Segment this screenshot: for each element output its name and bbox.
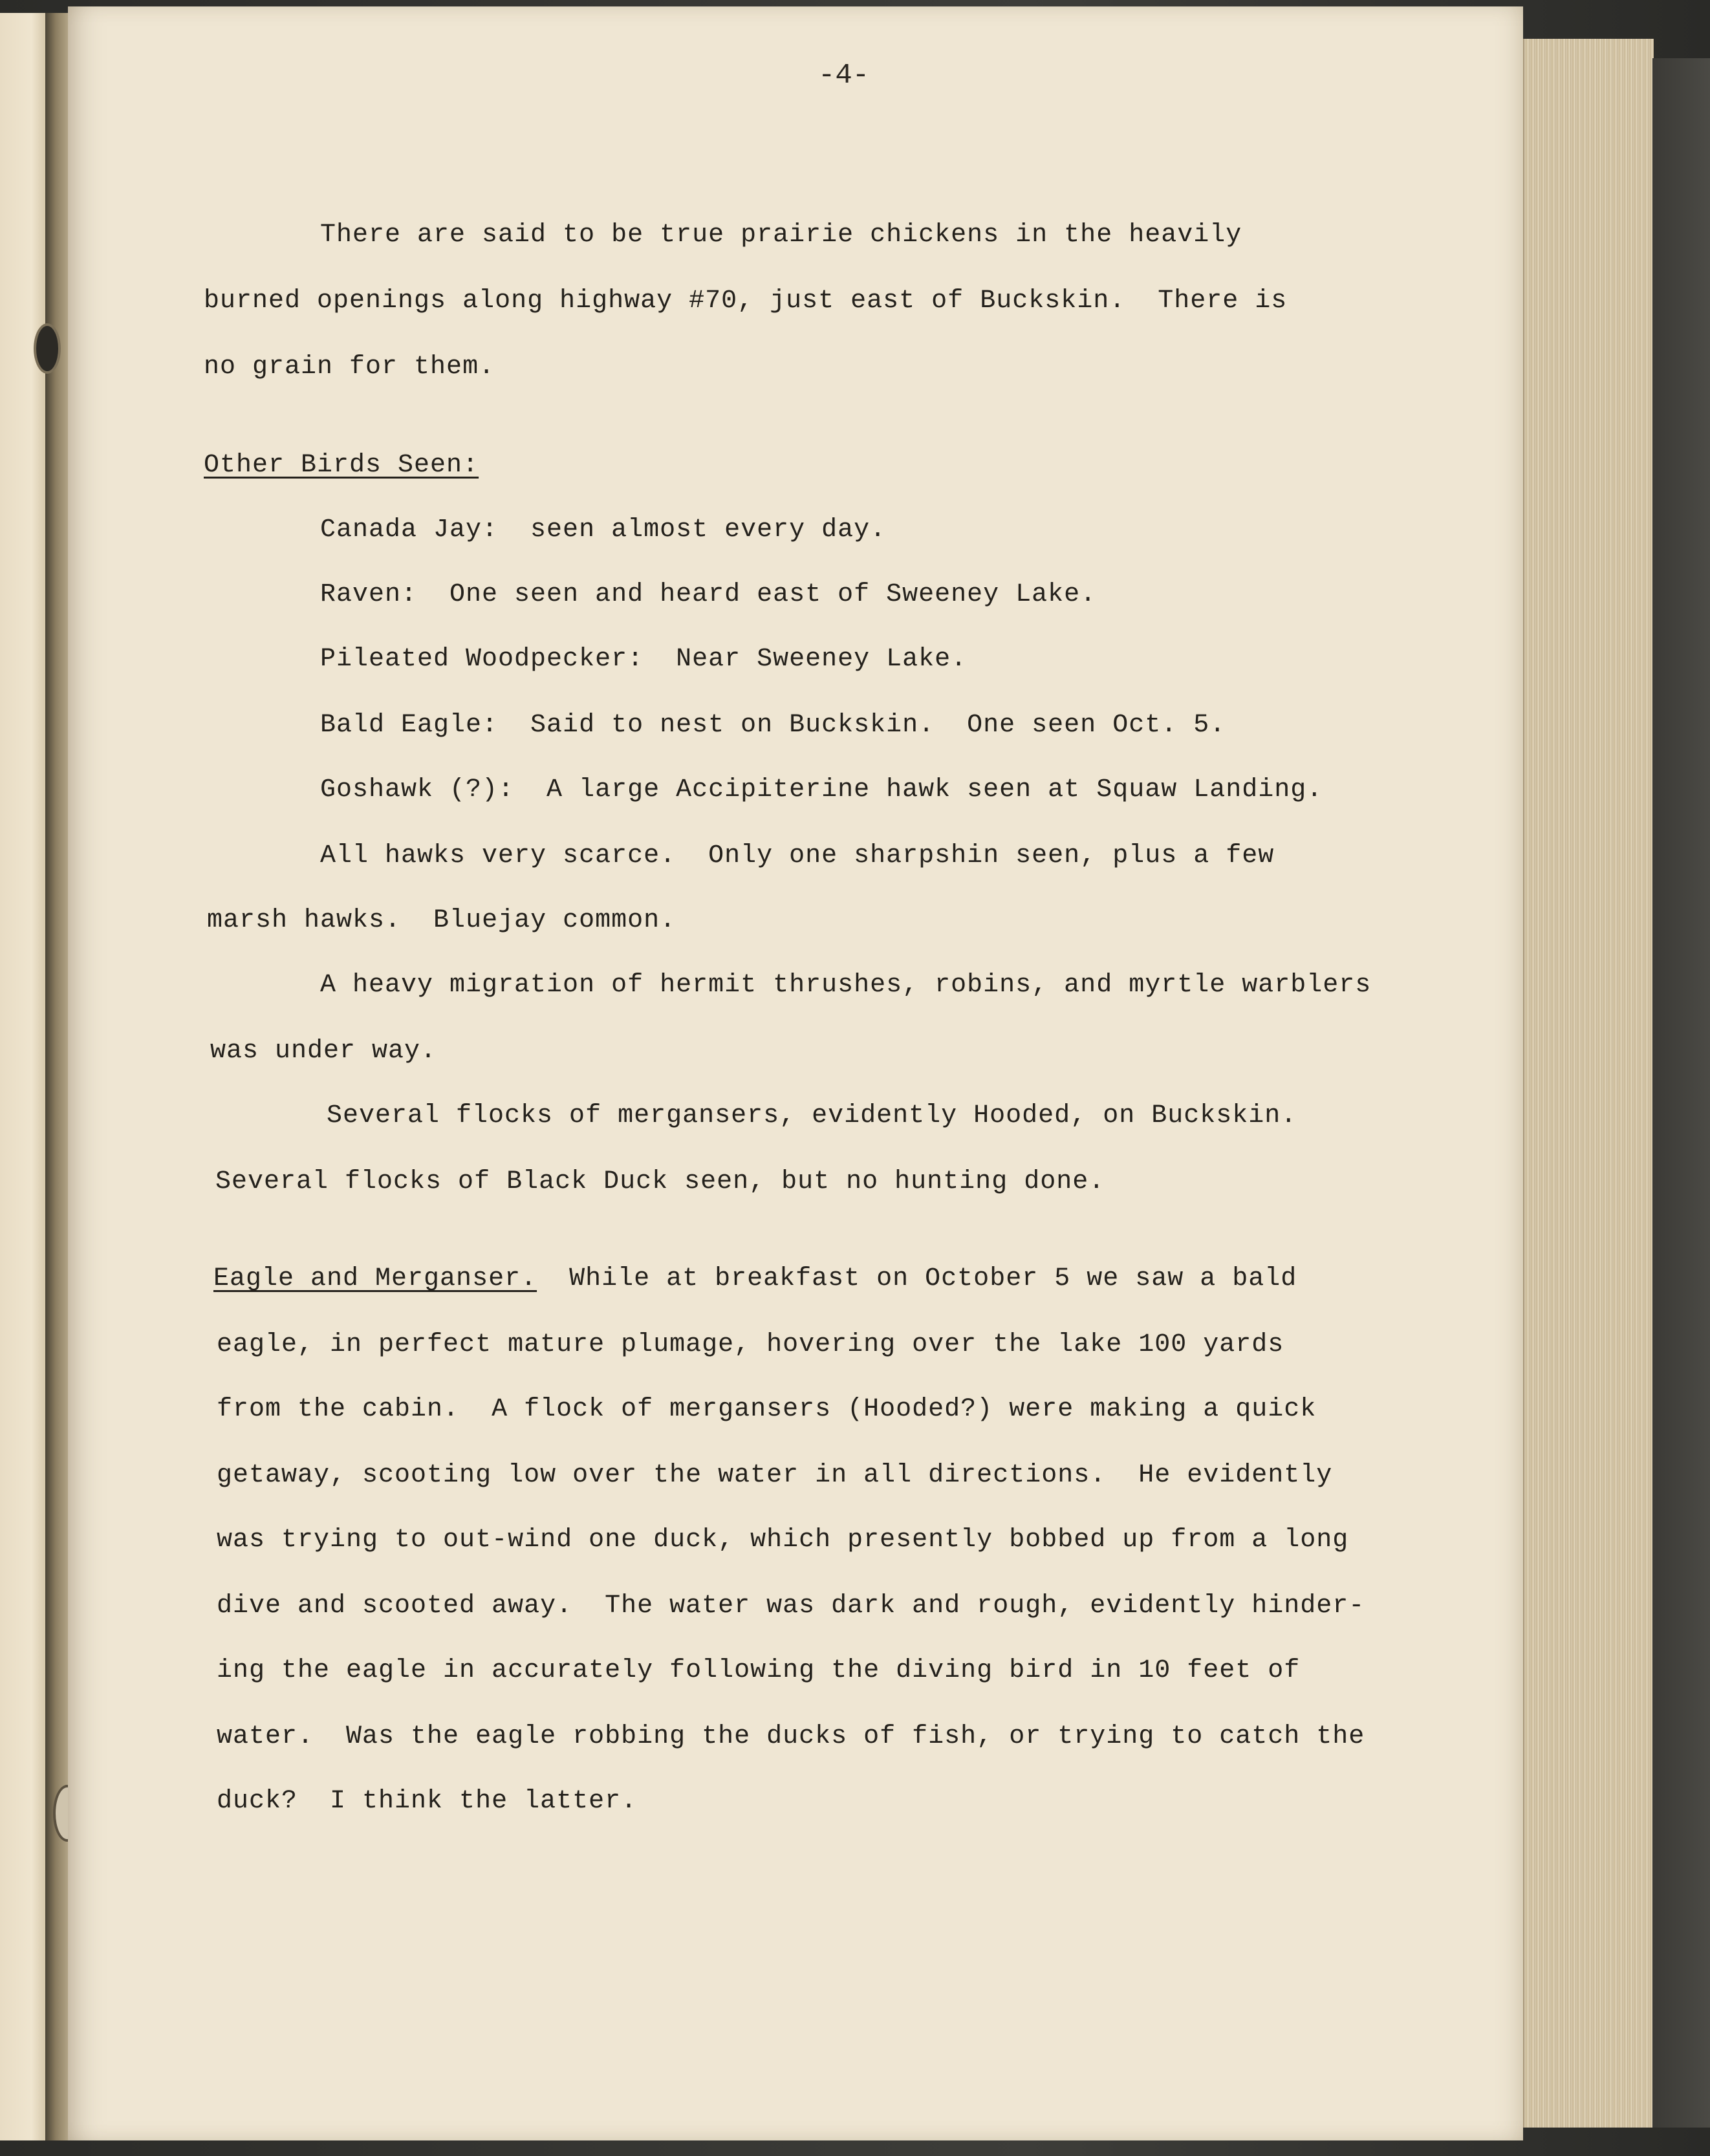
- other-birds-heading: Other Birds Seen:: [204, 451, 479, 480]
- back-cover-board: [1652, 58, 1710, 2128]
- eagle-paragraph-line-5: was trying to out-wind one duck, which presently bobbed up from a long: [217, 1525, 1349, 1555]
- black-duck-line: Several flocks of Black Duck seen, but no hunting done.: [215, 1167, 1105, 1196]
- goshawk-line: Goshawk (?): A large Accipiterine hawk seen at Squaw Landing.: [320, 775, 1323, 804]
- eagle-paragraph-line-6: dive and scooted away. The water was dark and rough, evidently hinder-: [217, 1591, 1365, 1621]
- migration-line-1: A heavy migration of hermit thrushes, robins, and myrtle warblers: [320, 971, 1372, 1000]
- mergansers-line: Several flocks of mergansers, evidently Hooded, on Buckskin.: [327, 1101, 1297, 1130]
- eagle-paragraph-line-7: ing the eagle in accurately following the diving bird in 10 feet of: [217, 1656, 1301, 1685]
- prairie-line-2: burned openings along highway #70, just east of Buckskin. There is: [204, 286, 1288, 316]
- hawks-line-1: All hawks very scarce. Only one sharpshin seen, plus a few: [320, 841, 1275, 870]
- migration-line-2: was under way.: [210, 1037, 437, 1066]
- eagle-paragraph-line-3: from the cabin. A flock of mergansers (Hooded?) were making a quick: [217, 1395, 1317, 1424]
- eagle-paragraph-line-4: getaway, scooting low over the water in all directions. He evidently: [217, 1461, 1333, 1490]
- woodpecker-line: Pileated Woodpecker: Near Sweeney Lake.: [320, 645, 968, 674]
- document-page: [68, 6, 1523, 2140]
- prairie-line-3: no grain for them.: [204, 352, 495, 382]
- canada-jay-line: Canada Jay: seen almost every day.: [320, 515, 887, 544]
- binder-hole-top: [34, 323, 61, 374]
- eagle-line-1-text: While at breakfast on October 5 we saw a bald: [537, 1264, 1297, 1293]
- eagle-heading: Eagle and Merganser.: [213, 1264, 537, 1293]
- eagle-paragraph-line-2: eagle, in perfect mature plumage, hovering over the lake 100 yards: [217, 1330, 1284, 1359]
- hawks-line-2: marsh hawks. Bluejay common.: [207, 906, 676, 935]
- eagle-paragraph-line-1: [213, 1264, 1297, 1295]
- page-stack-edges: [1523, 39, 1654, 2128]
- eagle-paragraph-line-9: duck? I think the latter.: [217, 1787, 638, 1816]
- eagle-paragraph-line-8: water. Was the eagle robbing the ducks of fish, or trying to catch the: [217, 1722, 1365, 1751]
- bald-eagle-line: Bald Eagle: Said to nest on Buckskin. One seen Oct. 5.: [320, 711, 1226, 740]
- prairie-line-1: There are said to be true prairie chickens in the heavily: [320, 221, 1242, 250]
- page-number: -4-: [818, 59, 870, 92]
- raven-line: Raven: One seen and heard east of Sweeney Lake.: [320, 580, 1097, 609]
